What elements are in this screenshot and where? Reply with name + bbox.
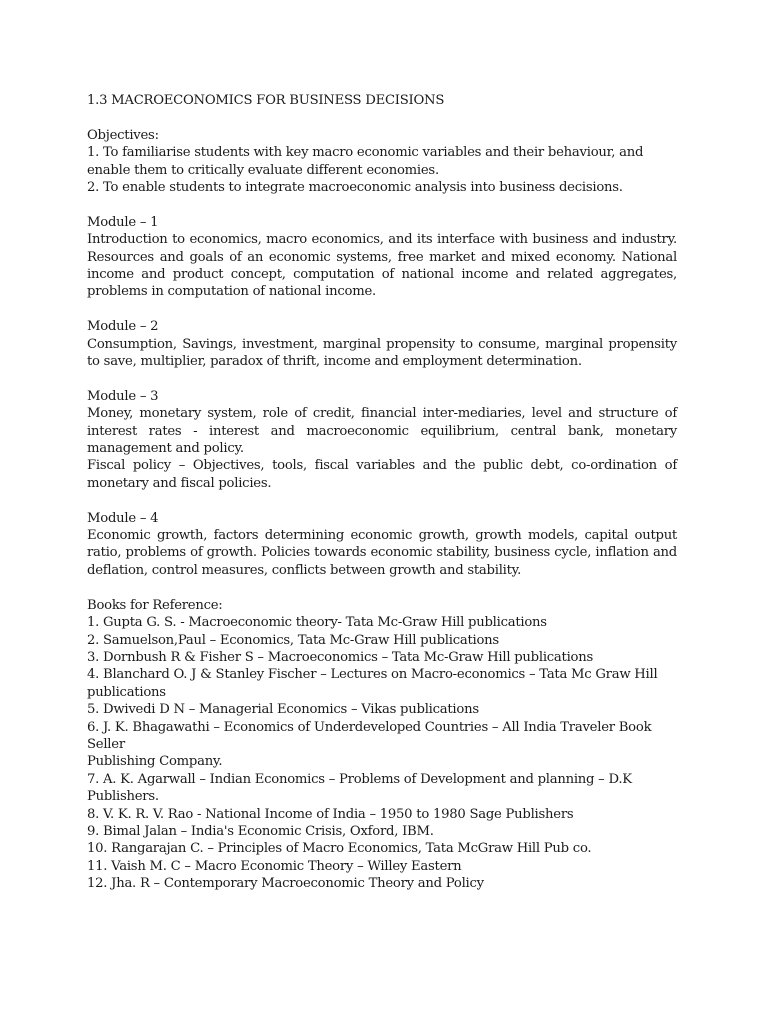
- module-heading: Module – 2: [87, 319, 159, 335]
- spacer: [87, 301, 677, 318]
- book-line: Publishing Company.: [87, 754, 223, 770]
- module-heading: Module – 1: [87, 214, 159, 230]
- book-line: 9. Bimal Jalan – India's Economic Crisis, Oxford, IBM.: [87, 823, 434, 839]
- book-line: 2. Samuelson,Paul – Economics, Tata Mc-Graw Hill publications: [87, 632, 499, 648]
- book-line: 8. V. K. R. V. Rao - National Income of India – 1950 to 1980 Sage Publishers: [87, 806, 574, 822]
- objectives-heading: Objectives:: [87, 127, 159, 143]
- book-line: 3. Dornbush R & Fisher S – Macroeconomics – Tata Mc-Graw Hill publications: [87, 649, 594, 665]
- document-page: [87, 92, 677, 893]
- module-2-section: [87, 318, 677, 370]
- spacer: [87, 109, 677, 126]
- book-line: 12. Jha. R – Contemporary Macroeconomic Theory and Policy: [87, 876, 484, 892]
- book-line: publications: [87, 684, 166, 700]
- module-paragraph: Introduction to economics, macro economics, and its interface with business and industry. Resources and goals of an economic systems, free market and mixed economy. National income and product concept, computation of national income and related aggregates, problems in computation of national income.: [87, 232, 677, 300]
- book-line: 6. J. K. Bhagawathi – Economics of Underdeveloped Countries – All India Traveler Book Seller: [87, 719, 652, 752]
- book-line: 5. Dwivedi D N – Managerial Economics – Vikas publications: [87, 702, 479, 718]
- module-paragraph: Money, monetary system, role of credit, financial inter-mediaries, level and structure of interest rates - interest and macroeconomic equilibrium, central bank, monetary management and policy.: [87, 406, 677, 457]
- module-3-section: [87, 388, 677, 492]
- book-line: 4. Blanchard O. J & Stanley Fischer – Lectures on Macro-economics – Tata Mc Graw Hill: [87, 667, 658, 683]
- objectives-section: [87, 127, 677, 197]
- module-heading: Module – 4: [87, 510, 159, 526]
- module-heading: Module – 3: [87, 388, 159, 404]
- spacer: [87, 579, 677, 596]
- objective-item: 2. To enable students to integrate macroeconomic analysis into business decisions.: [87, 180, 623, 196]
- books-heading: Books for Reference:: [87, 597, 223, 613]
- spacer: [87, 492, 677, 509]
- books-section: [87, 597, 677, 893]
- spacer: [87, 196, 677, 213]
- book-line: 11. Vaish M. C – Macro Economic Theory – Willey Eastern: [87, 858, 462, 874]
- book-line: 10. Rangarajan C. – Principles of Macro Economics, Tata McGraw Hill Pub co.: [87, 841, 592, 857]
- book-line: 7. A. K. Agarwall – Indian Economics – Problems of Development and planning – D.K Publishers.: [87, 771, 632, 805]
- document-title: 1.3 MACROECONOMICS FOR BUSINESS DECISIONS: [87, 93, 445, 108]
- module-paragraph: Fiscal policy – Objectives, tools, fiscal variables and the public debt, co-ordination of monetary and fiscal policies.: [87, 458, 677, 491]
- module-paragraph: Consumption, Savings, investment, marginal propensity to consume, marginal propensity to save, multiplier, paradox of thrift, income and employment determination.: [87, 336, 677, 370]
- module-4-section: [87, 510, 677, 580]
- spacer: [87, 370, 677, 387]
- module-paragraph: Economic growth, factors determining economic growth, growth models, capital output ratio, problems of growth. Policies towards economic stability, business cycle, inflation and deflation, control measures, conflicts between growth and stability.: [87, 528, 677, 578]
- book-line: 1. Gupta G. S. - Macroeconomic theory- Tata Mc-Graw Hill publications: [87, 615, 547, 631]
- module-1-section: [87, 214, 677, 301]
- objective-item: 1. To familiarise students with key macro economic variables and their behaviour, and enable them to critically evaluate different economies.: [87, 145, 644, 178]
